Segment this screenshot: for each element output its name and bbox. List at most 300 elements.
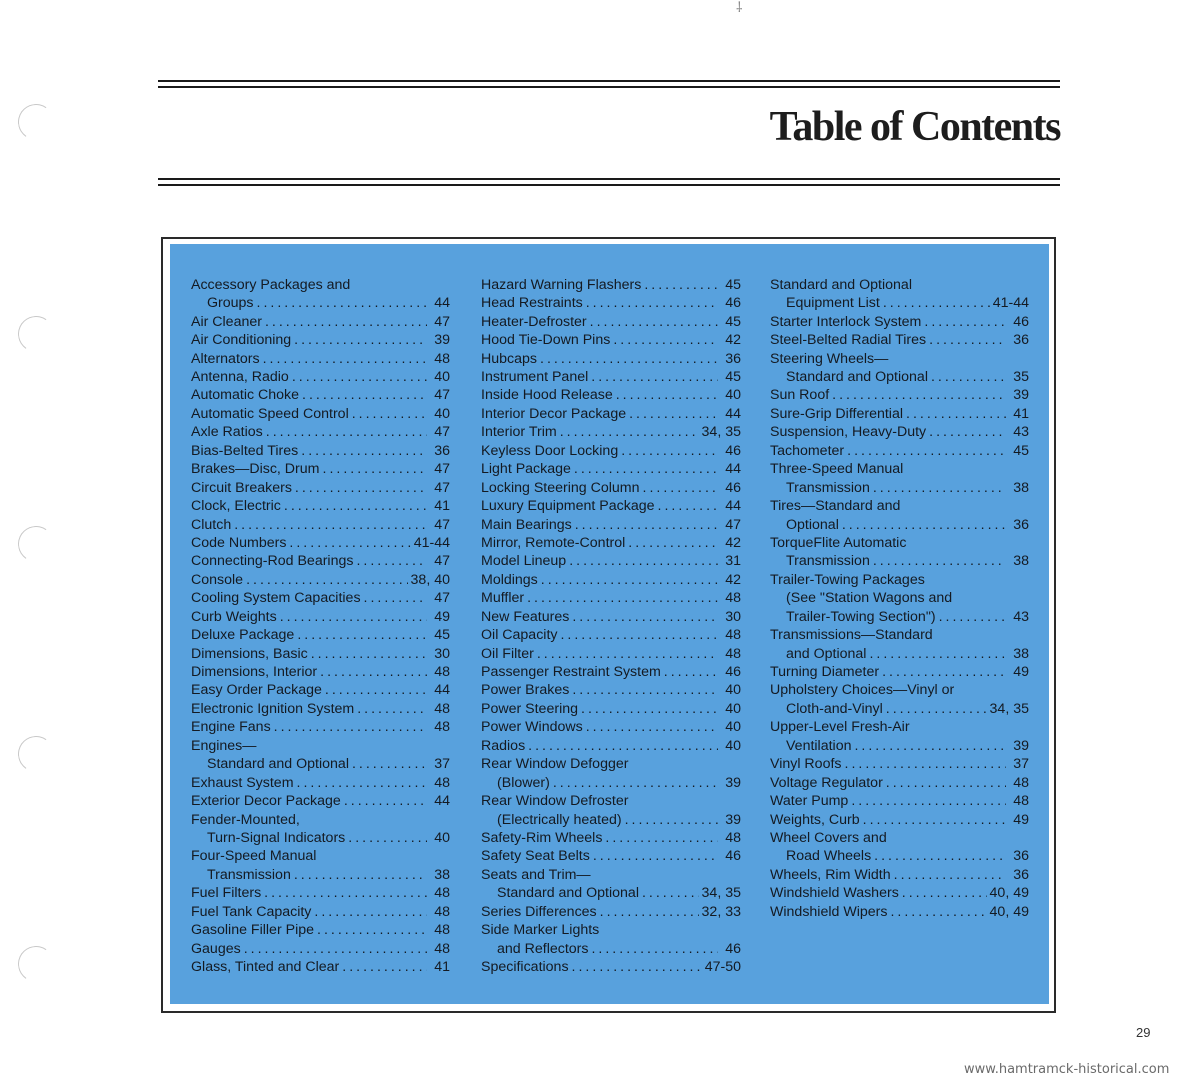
entry-label: Fender-Mounted, bbox=[191, 811, 300, 828]
index-entry bbox=[191, 588, 450, 606]
entry-page: 42 bbox=[725, 571, 741, 588]
leader-dots bbox=[560, 425, 699, 441]
entry-label: Standard and Optional bbox=[207, 756, 349, 773]
index-entry bbox=[481, 515, 741, 533]
index-entry bbox=[191, 902, 450, 920]
entry-page: 45 bbox=[1013, 442, 1029, 459]
entry-label: Instrument Panel bbox=[481, 369, 589, 386]
index-entry bbox=[770, 515, 1029, 533]
entry-label: and Optional bbox=[786, 645, 867, 662]
leader-dots bbox=[851, 794, 1006, 810]
entry-page: 36 bbox=[1013, 866, 1029, 883]
entry-page: 34, 35 bbox=[989, 700, 1029, 717]
index-entry bbox=[191, 699, 450, 717]
index-entry bbox=[770, 349, 1029, 367]
entry-label: Mirror, Remote-Control bbox=[481, 534, 626, 551]
index-entry bbox=[481, 681, 741, 699]
leader-dots bbox=[924, 315, 1006, 331]
index-entry bbox=[770, 330, 1029, 348]
entry-page: 36 bbox=[1013, 848, 1029, 865]
leader-dots bbox=[586, 720, 718, 736]
leader-dots bbox=[939, 610, 1006, 626]
entry-label: Rear Window Defroster bbox=[481, 793, 629, 810]
leader-dots bbox=[664, 665, 718, 681]
entry-label: Safety-Rim Wheels bbox=[481, 829, 603, 846]
index-entry bbox=[770, 404, 1029, 422]
entry-page: 45 bbox=[725, 313, 741, 330]
index-entry bbox=[191, 736, 450, 754]
index-entry bbox=[191, 312, 450, 330]
entry-page: 46 bbox=[725, 479, 741, 496]
entry-page: 46 bbox=[725, 664, 741, 681]
leader-dots bbox=[572, 683, 718, 699]
index-entry bbox=[481, 312, 741, 330]
entry-label: Interior Trim bbox=[481, 424, 557, 441]
entry-label: Transmission bbox=[786, 553, 870, 570]
leader-dots bbox=[284, 499, 427, 515]
leader-dots bbox=[873, 481, 1006, 497]
leader-dots bbox=[325, 683, 427, 699]
entry-label: Interior Decor Package bbox=[481, 405, 627, 422]
index-entry bbox=[191, 791, 450, 809]
entry-page: 40 bbox=[725, 737, 741, 754]
index-entry bbox=[481, 441, 741, 459]
entry-page: 40 bbox=[725, 682, 741, 699]
index-entry bbox=[770, 588, 1029, 606]
leader-dots bbox=[842, 518, 1006, 534]
leader-dots bbox=[572, 610, 718, 626]
entry-label: Windshield Wipers bbox=[770, 903, 888, 920]
entry-label: Hubcaps bbox=[481, 350, 537, 367]
entry-page: 38, 40 bbox=[410, 571, 450, 588]
entry-page: 30 bbox=[434, 645, 450, 662]
entry-label: Light Package bbox=[481, 461, 571, 478]
watermark: www.hamtramck-historical.com bbox=[964, 1062, 1170, 1077]
leader-dots bbox=[572, 960, 702, 976]
entry-label: Main Bearings bbox=[481, 516, 572, 533]
index-entry bbox=[770, 791, 1029, 809]
leader-dots bbox=[621, 444, 718, 460]
entry-label: Oil Capacity bbox=[481, 627, 558, 644]
index-entry bbox=[770, 312, 1029, 330]
leader-dots bbox=[616, 388, 718, 404]
index-entry bbox=[481, 773, 741, 791]
entry-label: Air Conditioning bbox=[191, 332, 292, 349]
leader-dots bbox=[265, 315, 427, 331]
leader-dots bbox=[593, 849, 718, 865]
index-entry bbox=[770, 681, 1029, 699]
leader-dots bbox=[886, 776, 1006, 792]
index-entry bbox=[191, 644, 450, 662]
index-entry bbox=[770, 865, 1029, 883]
index-entry bbox=[191, 423, 450, 441]
entry-page: 47 bbox=[434, 387, 450, 404]
entry-label: Locking Steering Column bbox=[481, 479, 640, 496]
entry-label: Console bbox=[191, 571, 244, 588]
index-entry bbox=[191, 957, 450, 975]
index-entry bbox=[481, 644, 741, 662]
entry-label: Fuel Filters bbox=[191, 885, 262, 902]
index-entry bbox=[191, 773, 450, 791]
index-entry bbox=[481, 625, 741, 643]
index-entry bbox=[481, 754, 741, 772]
entry-label: Steering Wheels— bbox=[770, 350, 889, 367]
entry-label: Transmission bbox=[786, 479, 870, 496]
index-column-1 bbox=[191, 275, 450, 976]
index-entry bbox=[191, 533, 450, 551]
entry-page: 40 bbox=[434, 405, 450, 422]
entry-page: 44 bbox=[725, 405, 741, 422]
entry-label: (Electrically heated) bbox=[497, 811, 622, 828]
leader-dots bbox=[280, 610, 427, 626]
index-entry bbox=[481, 570, 741, 588]
leader-dots bbox=[591, 370, 718, 386]
entry-page: 40, 49 bbox=[989, 885, 1029, 902]
entry-label: Keyless Door Locking bbox=[481, 442, 619, 459]
entry-label: Exhaust System bbox=[191, 774, 294, 791]
entry-label: Transmissions—Standard bbox=[770, 627, 933, 644]
entry-page: 36 bbox=[434, 442, 450, 459]
leader-dots bbox=[541, 573, 718, 589]
index-entry bbox=[191, 552, 450, 570]
index-entry bbox=[481, 920, 741, 938]
entry-label: Windshield Washers bbox=[770, 885, 899, 902]
entry-page: 41 bbox=[434, 498, 450, 515]
index-entry bbox=[770, 496, 1029, 514]
entry-label: Three-Speed Manual bbox=[770, 461, 904, 478]
index-entry bbox=[481, 367, 741, 385]
index-entry bbox=[770, 570, 1029, 588]
entry-page: 41-44 bbox=[413, 534, 450, 551]
index-entry bbox=[191, 515, 450, 533]
entry-page: 39 bbox=[434, 332, 450, 349]
entry-label: and Reflectors bbox=[497, 940, 589, 957]
leader-dots bbox=[581, 702, 718, 718]
entry-label: Turn-Signal Indicators bbox=[207, 829, 346, 846]
entry-page: 41 bbox=[1013, 405, 1029, 422]
entry-page: 47 bbox=[434, 424, 450, 441]
page-number: 29 bbox=[1136, 1025, 1151, 1040]
leader-dots bbox=[297, 628, 427, 644]
index-entry bbox=[770, 459, 1029, 477]
entry-page: 38 bbox=[434, 866, 450, 883]
index-entry bbox=[191, 330, 450, 348]
entry-label: Seats and Trim— bbox=[481, 866, 591, 883]
index-entry bbox=[191, 386, 450, 404]
leader-dots bbox=[348, 831, 427, 847]
entry-page: 38 bbox=[1013, 479, 1029, 496]
index-entry bbox=[770, 275, 1029, 293]
leader-dots bbox=[356, 554, 427, 570]
entry-page: 47 bbox=[434, 461, 450, 478]
index-entry bbox=[481, 847, 741, 865]
leader-dots bbox=[352, 757, 427, 773]
entry-page: 30 bbox=[725, 608, 741, 625]
leader-dots bbox=[297, 776, 427, 792]
entry-page: 48 bbox=[434, 903, 450, 920]
entry-label: Electronic Ignition System bbox=[191, 700, 355, 717]
entry-label: Power Brakes bbox=[481, 682, 570, 699]
index-entry bbox=[770, 736, 1029, 754]
index-entry bbox=[770, 607, 1029, 625]
leader-dots bbox=[264, 886, 427, 902]
entry-label: Rear Window Defogger bbox=[481, 756, 629, 773]
entry-label: Transmission bbox=[207, 866, 291, 883]
index-entry bbox=[481, 496, 741, 514]
index-column-2 bbox=[481, 275, 741, 976]
index-entry bbox=[191, 681, 450, 699]
leader-dots bbox=[574, 462, 718, 478]
entry-label: Dimensions, Basic bbox=[191, 645, 308, 662]
entry-label: Steel-Belted Radial Tires bbox=[770, 332, 927, 349]
top-rule-upper bbox=[158, 80, 1060, 82]
entry-page: 48 bbox=[434, 700, 450, 717]
leader-dots bbox=[244, 942, 427, 958]
index-entry bbox=[481, 478, 741, 496]
leader-dots bbox=[845, 757, 1007, 773]
leader-dots bbox=[863, 813, 1006, 829]
entry-page: 40 bbox=[725, 387, 741, 404]
leader-dots bbox=[320, 665, 427, 681]
entry-label: Alternators bbox=[191, 350, 260, 367]
entry-page: 44 bbox=[434, 295, 450, 312]
entry-label: Connecting-Rod Bearings bbox=[191, 553, 354, 570]
index-entry bbox=[191, 625, 450, 643]
entry-page: 41-44 bbox=[992, 295, 1029, 312]
entry-label: Upholstery Choices—Vinyl or bbox=[770, 682, 955, 699]
entry-page: 43 bbox=[1013, 608, 1029, 625]
index-entry bbox=[770, 773, 1029, 791]
entry-label: Cooling System Capacities bbox=[191, 590, 361, 607]
index-entry bbox=[481, 607, 741, 625]
leader-dots bbox=[246, 573, 407, 589]
entry-label: Ventilation bbox=[786, 737, 852, 754]
bottom-rule-lower bbox=[158, 184, 1060, 186]
leader-dots bbox=[323, 462, 428, 478]
entry-page: 37 bbox=[1013, 756, 1029, 773]
index-entry bbox=[481, 865, 741, 883]
entry-page: 42 bbox=[725, 534, 741, 551]
leader-dots bbox=[906, 407, 1006, 423]
entry-page: 46 bbox=[725, 848, 741, 865]
index-entry bbox=[770, 847, 1029, 865]
entry-label: Equipment List bbox=[786, 295, 880, 312]
entry-label: Weights, Curb bbox=[770, 811, 860, 828]
entry-label: Tires—Standard and bbox=[770, 498, 901, 515]
entry-page: 47 bbox=[434, 479, 450, 496]
leader-dots bbox=[929, 333, 1006, 349]
index-entry bbox=[481, 588, 741, 606]
index-entry bbox=[191, 293, 450, 311]
entry-page: 48 bbox=[434, 664, 450, 681]
entry-page: 44 bbox=[725, 498, 741, 515]
leader-dots bbox=[590, 315, 718, 331]
index-entry bbox=[191, 754, 450, 772]
entry-page: 37 bbox=[434, 756, 450, 773]
leader-dots bbox=[289, 536, 410, 552]
entry-page: 48 bbox=[434, 922, 450, 939]
leader-dots bbox=[902, 886, 987, 902]
entry-label: Clutch bbox=[191, 516, 232, 533]
entry-page: 48 bbox=[434, 719, 450, 736]
index-entry bbox=[770, 902, 1029, 920]
index-entry bbox=[770, 625, 1029, 643]
leader-dots bbox=[528, 739, 718, 755]
entry-page: 48 bbox=[725, 645, 741, 662]
leader-dots bbox=[644, 278, 718, 294]
entry-label: Oil Filter bbox=[481, 645, 534, 662]
entry-label: Accessory Packages and bbox=[191, 276, 351, 293]
leader-dots bbox=[854, 739, 1006, 755]
binder-hole-2 bbox=[15, 313, 57, 355]
leader-dots bbox=[642, 886, 699, 902]
leader-dots bbox=[894, 868, 1006, 884]
entry-label: New Features bbox=[481, 608, 570, 625]
index-entry bbox=[481, 791, 741, 809]
index-entry bbox=[770, 552, 1029, 570]
leader-dots bbox=[869, 647, 1006, 663]
index-entry bbox=[481, 810, 741, 828]
leader-dots bbox=[314, 905, 427, 921]
entry-label: Axle Ratios bbox=[191, 424, 263, 441]
entry-label: Sure-Grip Differential bbox=[770, 405, 903, 422]
entry-page: 46 bbox=[1013, 313, 1029, 330]
entry-label: Glass, Tinted and Clear bbox=[191, 959, 340, 976]
entry-label: Inside Hood Release bbox=[481, 387, 613, 404]
entry-page: 42 bbox=[725, 332, 741, 349]
index-entry bbox=[770, 754, 1029, 772]
leader-dots bbox=[364, 591, 427, 607]
index-entry bbox=[481, 699, 741, 717]
entry-page: 48 bbox=[434, 940, 450, 957]
entry-label: Code Numbers bbox=[191, 534, 287, 551]
entry-page: 40 bbox=[725, 719, 741, 736]
entry-page: 47 bbox=[434, 516, 450, 533]
index-entry bbox=[191, 275, 450, 293]
leader-dots bbox=[257, 296, 427, 312]
index-entry bbox=[481, 883, 741, 901]
entry-label: Curb Weights bbox=[191, 608, 277, 625]
index-entry bbox=[770, 810, 1029, 828]
index-entry bbox=[481, 386, 741, 404]
entry-label: Easy Order Package bbox=[191, 682, 322, 699]
entry-page: 40 bbox=[434, 369, 450, 386]
index-column-3 bbox=[770, 275, 1029, 920]
entry-page: 40, 49 bbox=[989, 903, 1029, 920]
entry-label: Suspension, Heavy-Duty bbox=[770, 424, 927, 441]
entry-label: Optional bbox=[786, 516, 839, 533]
index-entry bbox=[191, 810, 450, 828]
entry-label: Fuel Tank Capacity bbox=[191, 903, 312, 920]
index-entry bbox=[191, 459, 450, 477]
bottom-rule-upper bbox=[158, 178, 1060, 180]
entry-label: Voltage Regulator bbox=[770, 774, 883, 791]
entry-page: 48 bbox=[725, 829, 741, 846]
index-entry bbox=[191, 404, 450, 422]
index-entry bbox=[481, 404, 741, 422]
entry-label: Dimensions, Interior bbox=[191, 664, 318, 681]
leader-dots bbox=[311, 647, 427, 663]
index-entry bbox=[770, 718, 1029, 736]
leader-dots bbox=[658, 499, 718, 515]
entry-page: 39 bbox=[725, 774, 741, 791]
binder-hole-1 bbox=[15, 101, 57, 143]
entry-page: 48 bbox=[434, 774, 450, 791]
index-entry bbox=[191, 718, 450, 736]
entry-page: 38 bbox=[1013, 645, 1029, 662]
entry-label: (See "Station Wagons and bbox=[786, 590, 953, 607]
entry-page: 44 bbox=[434, 682, 450, 699]
entry-label: Moldings bbox=[481, 571, 538, 588]
index-entry bbox=[481, 330, 741, 348]
index-entry bbox=[481, 459, 741, 477]
index-entry bbox=[191, 607, 450, 625]
entry-label: Bias-Belted Tires bbox=[191, 442, 299, 459]
index-entry bbox=[481, 423, 741, 441]
leader-dots bbox=[575, 518, 718, 534]
binder-hole-3 bbox=[15, 523, 57, 565]
entry-label: Tachometer bbox=[770, 442, 845, 459]
leader-dots bbox=[274, 720, 427, 736]
index-entry bbox=[481, 552, 741, 570]
entry-label: Deluxe Package bbox=[191, 627, 295, 644]
entry-page: 34, 35 bbox=[701, 424, 741, 441]
leader-dots bbox=[873, 554, 1006, 570]
entry-label: Side Marker Lights bbox=[481, 922, 600, 939]
entry-page: 48 bbox=[725, 590, 741, 607]
leader-dots bbox=[882, 665, 1006, 681]
entry-label: Heater-Defroster bbox=[481, 313, 587, 330]
index-entry bbox=[481, 275, 741, 293]
leader-dots bbox=[342, 960, 427, 976]
entry-page: 45 bbox=[434, 627, 450, 644]
index-entry bbox=[191, 939, 450, 957]
leader-dots bbox=[302, 388, 427, 404]
entry-label: Engine Fans bbox=[191, 719, 271, 736]
entry-label: Radios bbox=[481, 737, 526, 754]
leader-dots bbox=[605, 831, 718, 847]
index-entry bbox=[191, 570, 450, 588]
entry-page: 47 bbox=[725, 516, 741, 533]
entry-page: 39 bbox=[725, 811, 741, 828]
index-entry bbox=[770, 423, 1029, 441]
entry-label: Power Steering bbox=[481, 700, 578, 717]
entry-page: 47 bbox=[434, 313, 450, 330]
entry-label: Luxury Equipment Package bbox=[481, 498, 655, 515]
entry-label: Specifications bbox=[481, 959, 569, 976]
index-entry bbox=[191, 496, 450, 514]
index-entry bbox=[481, 957, 741, 975]
entry-label: Starter Interlock System bbox=[770, 313, 922, 330]
entry-label: Water Pump bbox=[770, 793, 849, 810]
index-entry bbox=[191, 662, 450, 680]
entry-page: 32, 33 bbox=[701, 903, 741, 920]
entry-page: 36 bbox=[1013, 332, 1029, 349]
print-speck: ⸸ bbox=[736, 0, 743, 15]
index-entry bbox=[481, 533, 741, 551]
index-entry bbox=[191, 865, 450, 883]
entry-page: 48 bbox=[434, 350, 450, 367]
entry-page: 48 bbox=[1013, 793, 1029, 810]
index-entry bbox=[191, 441, 450, 459]
leader-dots bbox=[527, 591, 718, 607]
leader-dots bbox=[553, 776, 718, 792]
index-entry bbox=[770, 644, 1029, 662]
entry-label: Muffler bbox=[481, 590, 525, 607]
index-entry bbox=[481, 902, 741, 920]
entry-page: 31 bbox=[725, 553, 741, 570]
entry-label: Four-Speed Manual bbox=[191, 848, 317, 865]
